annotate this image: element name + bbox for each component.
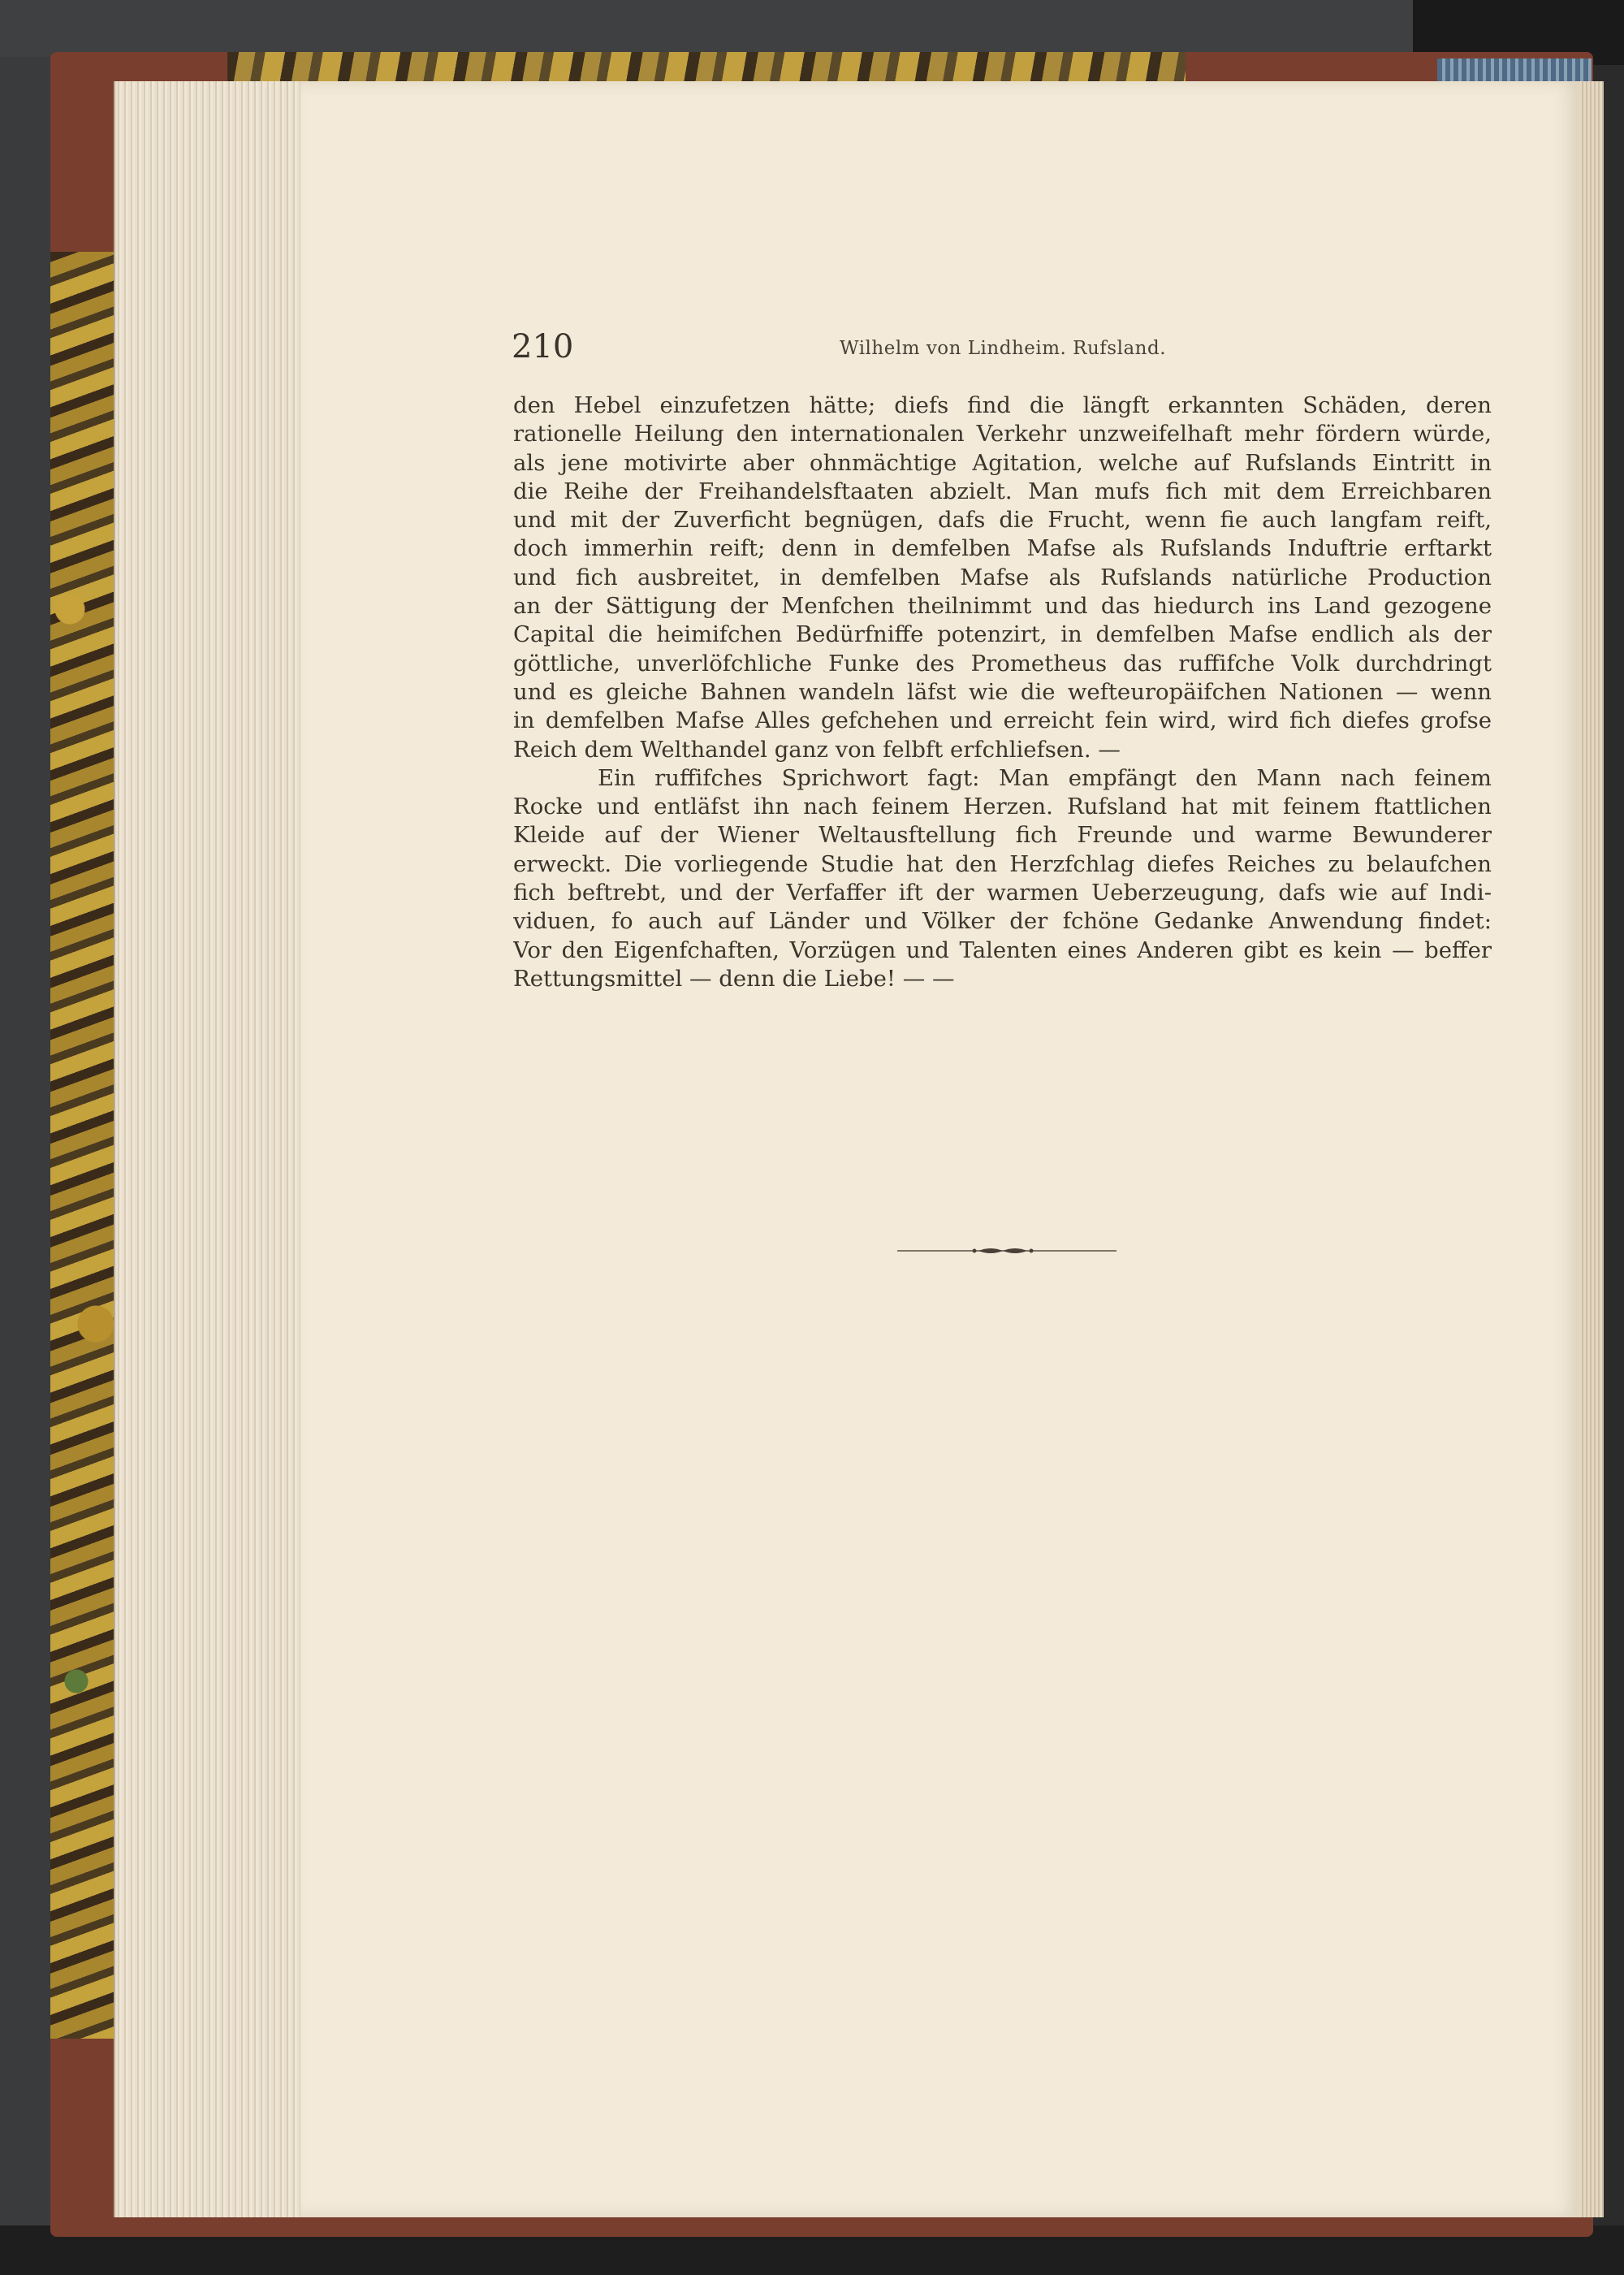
- text-line: den Hebel einzufetzen hätte; diefs find die längft erkannten Schäden, deren: [513, 392, 1492, 418]
- text-line: Capital die heimifchen Bedürfniffe potenzirt, in demfelben Mafse endlich als der: [513, 621, 1492, 648]
- page-number: 210: [512, 328, 574, 365]
- text-line: und es gleiche Bahnen wandeln läfst wie die wefteuropäifchen Nationen — wenn: [513, 678, 1492, 705]
- body-text: [513, 391, 1492, 993]
- text-line: erweckt. Die vorliegende Studie hat den Herzfchlag diefes Reiches zu belaufchen: [513, 850, 1492, 877]
- paragraph-2: [513, 764, 1492, 993]
- text-line: Ein ruffifches Sprichwort fagt: Man empfängt den Mann nach feinem: [598, 764, 1492, 791]
- text-line: viduen, fo auch auf Länder und Völker der fchöne Gedanke Anwendung findet:: [513, 908, 1492, 935]
- marbled-top-edge: [227, 52, 1186, 84]
- page-stack-edge: [114, 81, 310, 2217]
- page-header: [512, 328, 1494, 370]
- text-line: an der Sättigung der Menfchen theilnimmt und das hiedurch ins Land gezogene: [513, 593, 1492, 620]
- text-line: und fich ausbreitet, in demfelben Mafse als Rufslands natürliche Production: [513, 564, 1492, 590]
- text-line: Kleide auf der Wiener Weltausftellung fich Freunde und warme Bewunderer: [513, 822, 1492, 849]
- running-title: Wilhelm von Lindheim. Rufsland.: [839, 338, 1167, 359]
- text-line: und mit der Zuverficht begnügen, dafs die Frucht, wenn fie auch langfam reift,: [513, 507, 1492, 534]
- text-line: Reich dem Welthandel ganz von felbft erfchliefsen. —: [513, 736, 1121, 763]
- text-line: Vor den Eigenfchaften, Vorzügen und Talenten eines Anderen gibt es kein — beffer: [513, 936, 1492, 963]
- text-line: rationelle Heilung den internationalen Verkehr unzweifelhaft mehr fördern würde,: [513, 421, 1492, 448]
- marbled-spine: [50, 252, 115, 2039]
- text-line: die Reihe der Freihandelsftaaten abzielt. Man mufs fich mit dem Erreichbaren: [513, 478, 1492, 504]
- text-line: Rettungsmittel — denn die Liebe! — —: [513, 965, 955, 992]
- section-end-ornament: [897, 1243, 1116, 1259]
- text-line: fich beftrebt, und der Verfaffer ift der warmen Ueberzeugung, dafs wie auf Indi-: [513, 880, 1492, 906]
- text-line: Rocke und entläfst ihn nach feinem Herzen. Rufsland hat mit feinem ftattlichen: [513, 794, 1492, 820]
- right-page-edge: [1579, 81, 1604, 2217]
- text-line: in demfelben Mafse Alles gefchehen und erreicht fein wird, wird fich diefes grofse: [513, 707, 1492, 734]
- background-top: [0, 0, 1624, 57]
- background-left: [0, 0, 57, 2275]
- text-line: doch immerhin reift; denn in demfelben Mafse als Rufslands Induftrie erftarkt: [513, 535, 1492, 562]
- text-line: göttliche, unverlöfchliche Funke des Prometheus das ruffifche Volk durchdringt: [513, 650, 1492, 677]
- paragraph-1: [513, 391, 1492, 764]
- text-line: als jene motivirte aber ohnmächtige Agitation, welche auf Rufslands Eintritt in: [513, 449, 1492, 476]
